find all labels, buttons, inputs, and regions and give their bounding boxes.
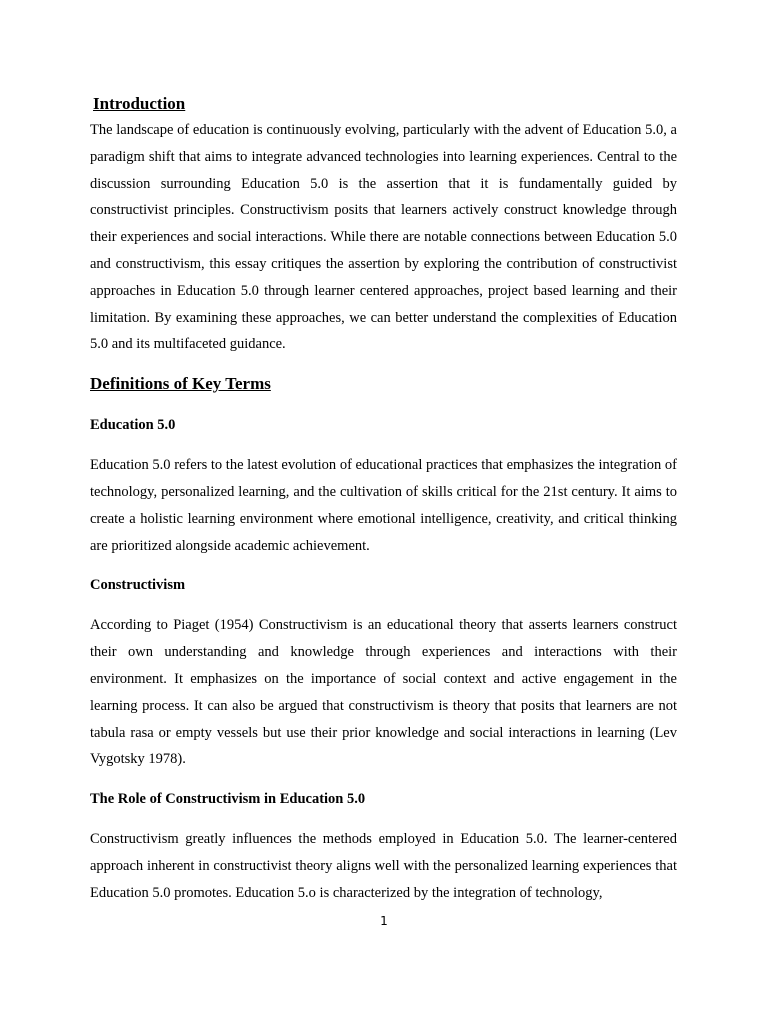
education-5-paragraph: Education 5.0 refers to the latest evolution of educational practices that emphasizes the integration of technology, personalized learning, and the cultivation of skills critical for the 21st century. It aims to create a holistic learning environment where emotional intelligence, creativity, and critical thinking are prioritized alongside academic achievement. xyxy=(90,457,677,554)
definitions-heading: Definitions of Key Terms xyxy=(90,374,271,394)
role-heading: The Role of Constructivism in Education 5.0 xyxy=(90,791,366,808)
education-5-heading: Education 5.0 xyxy=(90,417,176,434)
document-page xyxy=(90,92,677,907)
constructivism-heading: Constructivism xyxy=(90,577,186,594)
introduction-paragraph: The landscape of education is continuously evolving, particularly with the advent of Education 5.0, a paradigm shift that aims to integrate advanced technologies into learning experiences. Central to the discussion surrounding Education 5.0 is the assertion that it is fundamentally guided by constructivist principles. Constructivism posits that learners actively construct knowledge through their experiences and social interactions. While there are notable connections between Education 5.0 and constructivism, this essay critiques the assertion by exploring the contribution of constructivist approaches in Education 5.0 through learner centered approaches, project based learning and their limitation. By examining these approaches, we can better understand the complexities of Education 5.0 and its multifaceted guidance. xyxy=(90,122,677,353)
role-paragraph: Constructivism greatly influences the methods employed in Education 5.0. The learner-centered approach inherent in constructivist theory aligns well with the personalized learning experiences that Education 5.0 promotes. Education 5.o is characterized by the integration of technology, xyxy=(90,831,677,901)
page-number: 1 xyxy=(380,914,388,928)
constructivism-paragraph: According to Piaget (1954) Constructivism is an educational theory that asserts learners construct their own understanding and knowledge through experiences and interactions with their environment. It emphasizes on the importance of social context and active engagement in the learning process. It can also be argued that constructivism is theory that posits that learners are not tabula rasa or empty vessels but use their prior knowledge and social interactions in learning (Lev Vygotsky 1978). xyxy=(90,617,677,768)
introduction-heading: Introduction xyxy=(93,94,186,113)
